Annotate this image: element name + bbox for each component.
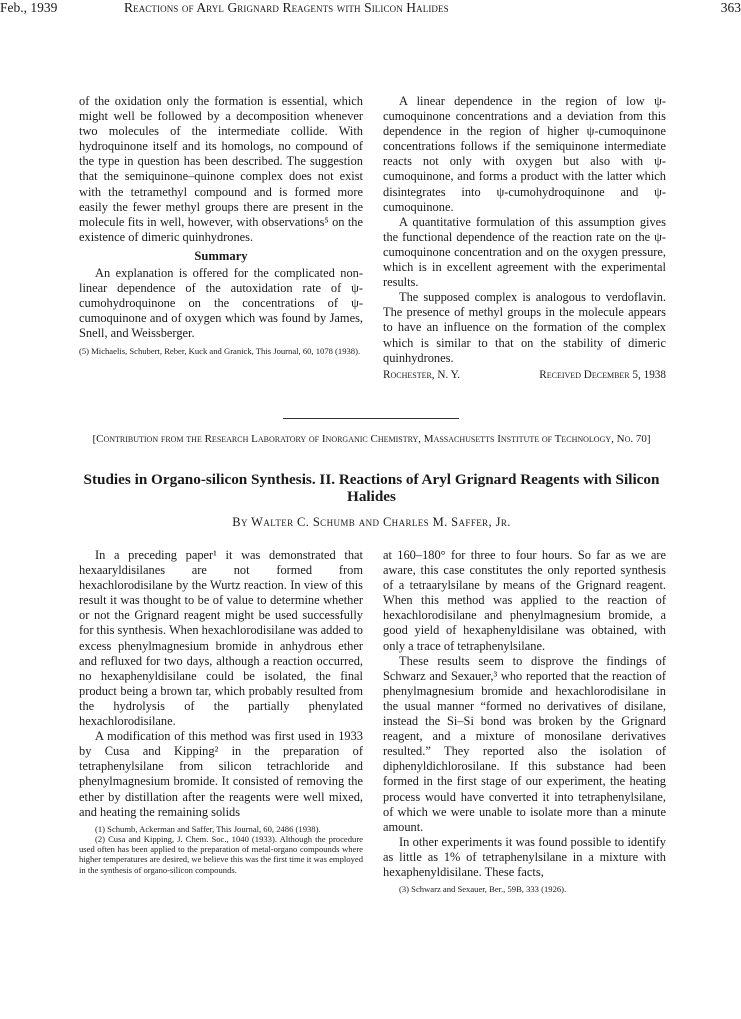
summary-text: An explanation is offered for the complicated non-linear dependence of the autoxidation rate of ψ-cumohydroquinone on the concentrations of ψ-cumoquinone and of oxygen which was found by James, Snell, and Weissberger.: [79, 266, 363, 341]
signature-location: Rochester, N. Y.: [383, 368, 461, 381]
footnote-1: (1) Schumb, Ackerman and Saffer, This Journal, 60, 2486 (1938).: [95, 823, 321, 834]
prev-right-p2: A quantitative formulation of this assumption gives the functional dependence of the reaction rate on the ψ-cumoquinone concentration and on the oxygen pressure, which is in excellent agreement with the experimental results.: [383, 214, 666, 290]
prev-right-p1: A linear dependence in the region of low ψ-cumoquinone concentrations and a deviation from this dependence in the region of higher ψ-cumoquinone concentrations follows if the semiquinone intermediate reacts not only with oxygen but also with ψ-cumoquinone, and forms a product with the latter which disintegrates into ψ-cumohydroquinone and ψ-cumoquinone.: [383, 94, 666, 214]
prev-left-paragraph: of the oxidation only the formation is essential, which might well be followed by a decomposition whenever two molecules of the intermediate collide. With hydroquinone itself and its homologs, no compound of the type in question has been described. The suggestion that the semiquinone–quinone complex does not exist with the tetramethyl compound and is formed more easily the fewer methyl groups there are present in the molecule fits in well, however, with observations⁵ on the existence of dimeric quinhydrones.: [79, 94, 363, 244]
header-date: Feb., 1939: [0, 0, 58, 15]
article-right-p2: These results seem to disprove the findings of Schwarz and Sexauer,³ who reported that the reaction of phenylmagnesium bromide and hexachlorodisilane in the usual manner “formed no derivatives of disilane, instead the Si–Si bond was broken by the Grignard reagent, and a mixture of monosilane derivatives resulted.” They reported also the isolation of diphenyldichlorosilane. If this substance had been formed in the first stage of our experiment, the heating process would have converted it into tetraphenylsilane, of which we were unable to isolate more than a minute amount.: [383, 653, 666, 834]
prev-article-left-column: [79, 94, 363, 356]
footnote-2: (2) Cusa and Kipping, J. Chem. Soc., 1040 (1933). Although the procedure used often has been applied to the preparation of metal-organo compounds where higher temperatures are desired, we believe this was the first time it was employed in the synthesis of organo-silicon compounds.: [79, 833, 363, 875]
page-number: 363: [720, 0, 741, 15]
article-byline: By Walter C. Schumb and Charles M. Saffer, Jr.: [232, 515, 511, 529]
running-header: [0, 0, 741, 16]
header-title: Reactions of Aryl Grignard Reagents with Silicon Halides: [124, 0, 449, 15]
article-right-p1: at 160–180° for three to four hours. So far as we are aware, this case constitutes the only reported synthesis of a tetraarylsilane by means of the Grignard reagent. When this method was applied to the reaction of hexachlorodisilane and phenylmagnesium bromide, a good yield of hexaphenyldisilane was obtained, with only a trace of tetraphenylsilane.: [383, 548, 666, 653]
footnote-3: (3) Schwarz and Sexauer, Ber., 59B, 333 (1926).: [399, 884, 567, 895]
article-left-p1: In a preceding paper¹ it was demonstrated that hexaaryldisilanes are not formed from hexachlorodisilane by the Wurtz reaction. In view of this result it was thought to be of value to determine whether or not the Grignard reagent might be used successfully for this synthesis. When hexachlorodisilane was added to excess phenylmagnesium bromide in anhydrous ether and refluxed for two days, although a reaction occurred, no hexaphenyldisilane could be isolated, the final product being a brown tar, which probably resulted from the hydrolysis of the partially phenylated hexachlorodisilane.: [79, 548, 364, 729]
prev-footnote-5: (5) Michaelis, Schubert, Reber, Kuck and Granick, This Journal, 60, 1078 (1938).: [79, 345, 361, 356]
article-right-p3: In other experiments it was found possible to identify as little as 1% of tetraphenylsilane in a mixture with hexaphenyldisilane. These facts,: [383, 834, 666, 879]
prev-article-right-column: [383, 94, 666, 383]
prev-right-p3: The supposed complex is analogous to verdoflavin. The presence of methyl groups in the molecule appears to have an influence on the formation of the complex which is similar to that on the stability of dimeric quinhydrones.: [383, 290, 666, 365]
article-title: Studies in Organo-silicon Synthesis. II. Reactions of Aryl Grignard Reagents with Silicon Halides: [83, 471, 660, 505]
signature-line: [383, 368, 666, 383]
received-date: Received December 5, 1938: [539, 368, 666, 381]
contribution-note: [Contribution from the Research Laboratory of Inorganic Chemistry, Massachusetts Institute of Technology, No. 70]: [92, 433, 651, 445]
summary-heading: Summary: [194, 248, 248, 263]
article-left-p2: A modification of this method was first used in 1933 by Cusa and Kipping² in the preparation of tetraphenylsilane from silicon tetrachloride and phenylmagnesium bromide. It consisted of removing the ether by distillation after the reagents were well mixed, and heating the remaining solids: [79, 729, 363, 819]
article-left-column: [79, 548, 363, 875]
article-right-column: [383, 548, 666, 894]
section-divider: [283, 418, 459, 419]
